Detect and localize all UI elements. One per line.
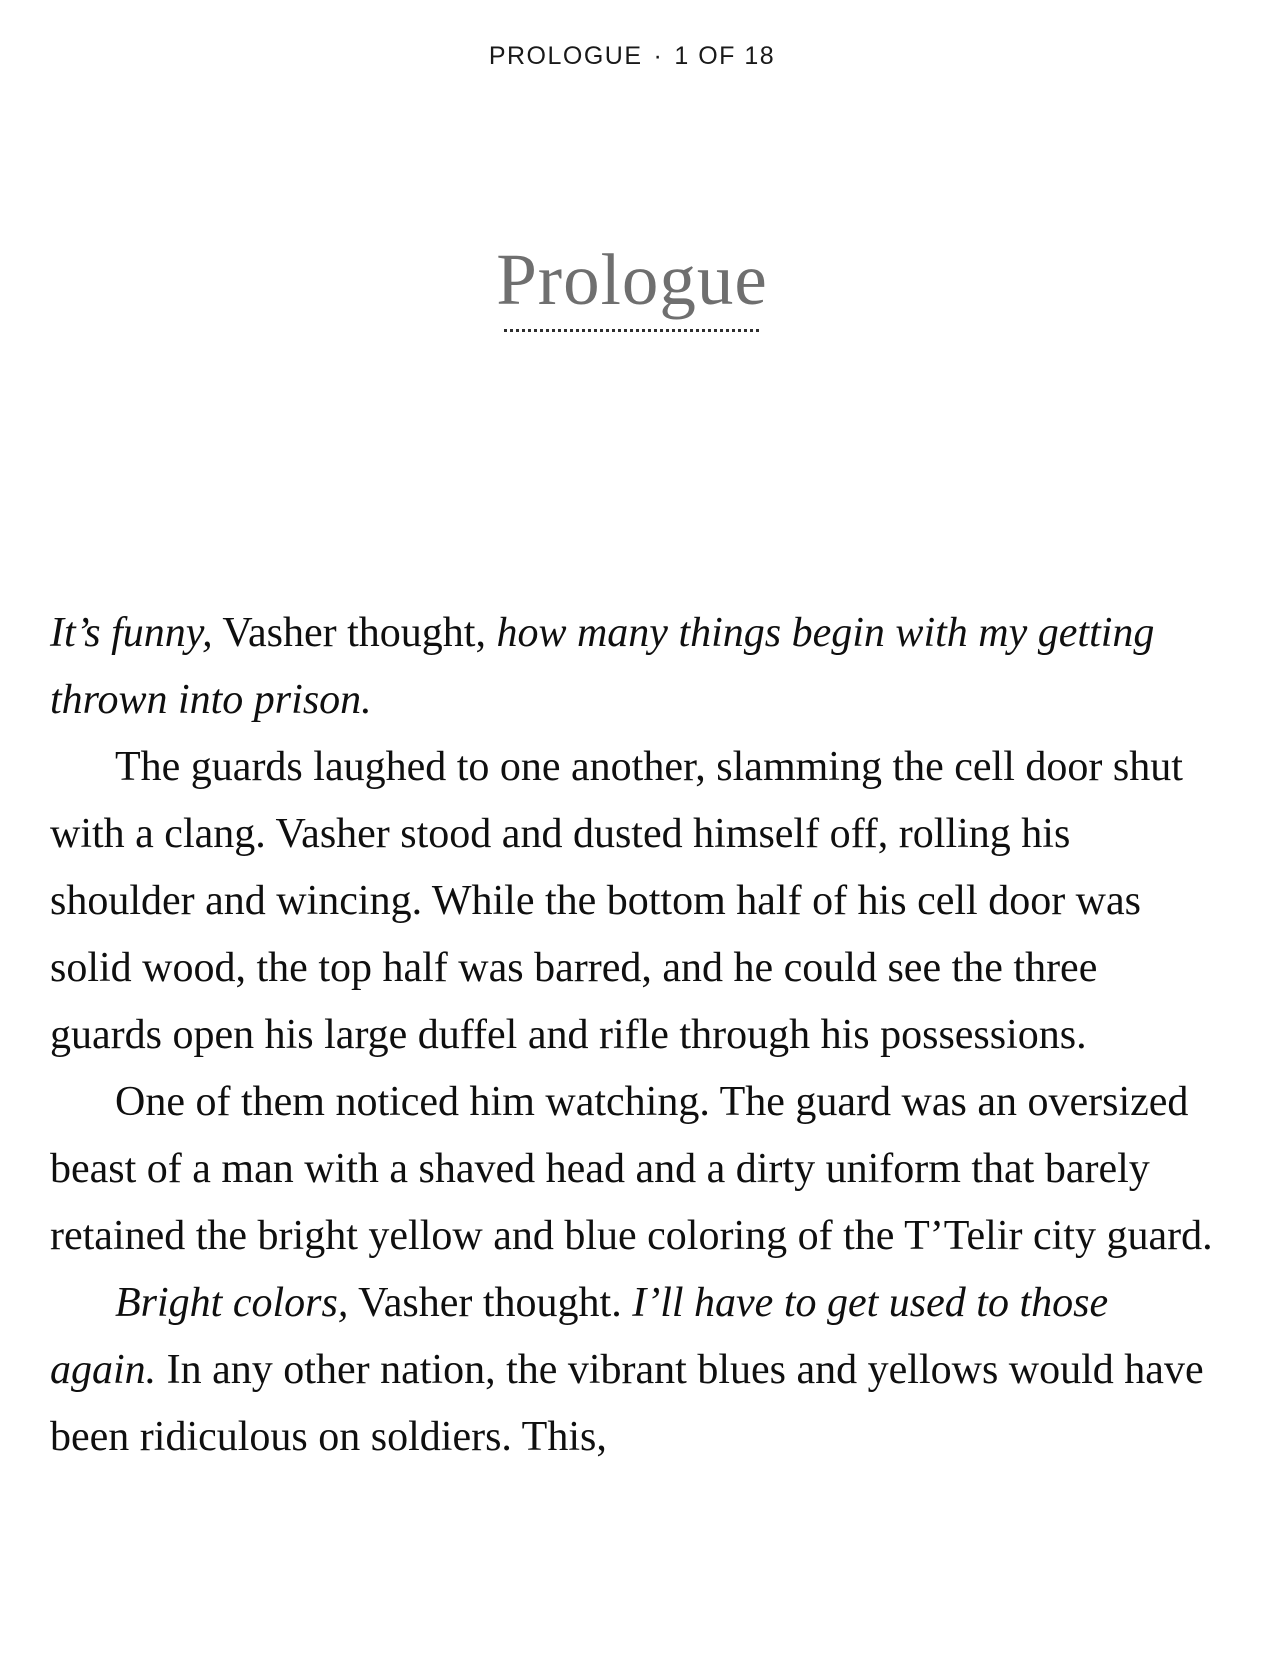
text-run: Vasher thought. <box>348 1280 633 1326</box>
italic-text-run: Bright colors, <box>115 1280 349 1326</box>
text-run: In any other nation, the vibrant blues and yellows would have been ridiculous on soldiers. This, <box>50 1347 1204 1460</box>
paragraph <box>50 734 1218 1069</box>
paragraph <box>50 600 1218 734</box>
title-block <box>0 239 1264 332</box>
reading-progress: 1 OF 18 <box>674 42 776 70</box>
page-header <box>0 42 1264 71</box>
header-separator-dot: · <box>653 42 664 70</box>
paragraph <box>50 1270 1218 1471</box>
chapter-label: PROLOGUE <box>488 42 643 70</box>
page-body <box>50 600 1218 1471</box>
text-run: Vasher thought, <box>212 610 497 656</box>
italic-text-run: It’s funny, <box>50 610 213 656</box>
paragraph <box>50 1069 1218 1270</box>
italic-text-run: how many things begin with my getting thrown into prison. <box>50 610 1155 723</box>
text-run: One of them noticed him watching. The guard was an oversized beast of a man with a shaved head and a dirty uniform that barely retained the bright yellow and blue coloring of the T’Telir city guard. <box>50 1079 1213 1259</box>
text-run: The guards laughed to one another, slamming the cell door shut with a clang. Vasher stood and dusted himself off, rolling his shoulder and wincing. While the bottom half of his cell door was solid wood, the top half was barred, and he could see the three guards open his large duffel and rifle through his possessions. <box>50 744 1183 1058</box>
italic-text-run: I’ll have to get used to those again. <box>50 1280 1109 1393</box>
title-divider <box>504 329 760 332</box>
chapter-title: Prologue <box>496 239 768 320</box>
